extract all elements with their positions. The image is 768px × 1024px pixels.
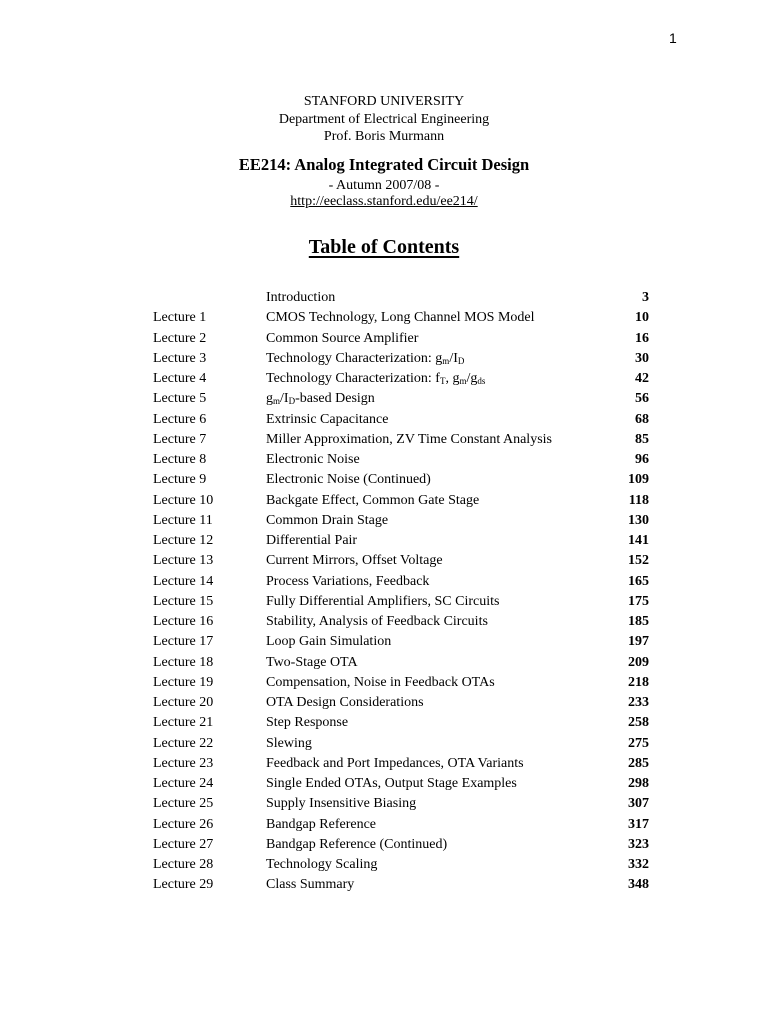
subscript: T — [439, 376, 446, 386]
toc-entry-title: $g_m/I_D$-based Design — [266, 391, 375, 407]
subscript: m — [442, 355, 450, 366]
toc-lecture-label: Lecture 21 — [153, 715, 214, 731]
toc-row[interactable] — [153, 329, 649, 349]
toc-entry-title: Extrinsic Capacitance — [266, 411, 389, 427]
toc-lecture-label: Lecture 26 — [153, 816, 214, 832]
course-url[interactable] — [0, 194, 768, 210]
toc-row[interactable] — [153, 734, 649, 754]
toc-page-number: 3 — [642, 290, 649, 305]
toc-page-number: 323 — [628, 836, 649, 852]
toc-page-number: 56 — [635, 391, 649, 407]
toc-page-number: 258 — [628, 715, 649, 731]
toc-page-number: 185 — [628, 614, 649, 629]
toc-lecture-label: Lecture 29 — [153, 877, 214, 893]
toc-entry-title: Electronic Noise — [266, 452, 360, 467]
toc-entry-title: Compensation, Noise in Feedback OTAs — [266, 674, 495, 690]
toc-row[interactable] — [153, 693, 649, 713]
toc-lecture-label: Lecture 4 — [153, 371, 207, 386]
toc-row[interactable] — [153, 389, 649, 409]
toc-entry-title: Process Variations, Feedback — [266, 573, 430, 589]
toc-lecture-label: Lecture 6 — [153, 411, 207, 427]
toc-page-number: 348 — [628, 877, 649, 893]
toc-entry-title: Technology Characterization: $g_m/I_D$ — [266, 350, 465, 366]
toc-entry-title: Step Response — [266, 715, 349, 731]
toc-lecture-label: Lecture 8 — [153, 452, 207, 467]
toc-lecture-label: Lecture 28 — [153, 857, 214, 872]
document-header — [0, 93, 768, 146]
toc-entry-title: Slewing — [266, 735, 312, 751]
toc-row[interactable] — [153, 349, 649, 369]
toc-lecture-label: Lecture 22 — [153, 735, 214, 751]
toc-lecture-label: Lecture 14 — [153, 573, 214, 589]
toc-row[interactable] — [153, 794, 649, 814]
toc-page-number: 68 — [635, 411, 649, 427]
toc-lecture-label: Lecture 11 — [153, 512, 213, 528]
toc-lecture-label: Lecture 27 — [153, 836, 214, 852]
toc-entry-title: Technology Characterization: $f_T$, $g_m/g_{ds}$ — [266, 371, 486, 386]
toc-entry-title: Common Drain Stage — [266, 512, 389, 528]
toc-lecture-label: Lecture 24 — [153, 776, 214, 791]
toc-row[interactable] — [153, 855, 649, 875]
toc-row[interactable] — [153, 673, 649, 693]
course-title: EE214: Analog Integrated Circuit Design — [238, 155, 530, 174]
toc-row[interactable] — [153, 835, 649, 855]
toc-lecture-label: Lecture 7 — [153, 431, 207, 447]
toc-lecture-label: Lecture 23 — [153, 755, 214, 771]
toc-entry-title: Electronic Noise (Continued) — [266, 472, 431, 488]
toc-entry-title: Bandgap Reference — [266, 816, 376, 832]
toc-lecture-label: Lecture 9 — [153, 472, 207, 488]
toc-entry-title: Single Ended OTAs, Output Stage Examples — [266, 776, 517, 791]
subscript: ds — [477, 376, 486, 386]
toc-page-number: 42 — [635, 371, 649, 386]
toc-page-number: 16 — [635, 330, 649, 346]
toc-row[interactable] — [153, 875, 649, 895]
toc-page-number: 275 — [628, 735, 649, 751]
toc-lecture-label: Lecture 18 — [153, 654, 214, 670]
subscript: D — [288, 396, 296, 407]
toc-lecture-label: Lecture 20 — [153, 695, 214, 710]
toc-entry-title: OTA Design Considerations — [266, 695, 424, 710]
toc-lecture-label: Lecture 17 — [153, 634, 214, 650]
toc-entry-title: Bandgap Reference (Continued) — [266, 836, 448, 852]
toc-entry-title: Two-Stage OTA — [266, 654, 358, 670]
toc-lecture-label: Lecture 2 — [153, 330, 207, 346]
toc-row[interactable] — [153, 815, 649, 835]
toc-lecture-label: Lecture 19 — [153, 674, 214, 690]
toc-entry-title: Backgate Effect, Common Gate Stage — [266, 492, 480, 508]
toc-row[interactable] — [153, 470, 649, 490]
toc-entry-title: Stability, Analysis of Feedback Circuits — [266, 614, 488, 629]
toc-row[interactable] — [153, 551, 649, 571]
toc-page-number: 141 — [628, 533, 649, 548]
toc-heading-text: Table of Contents — [308, 236, 460, 258]
toc-page-number: 332 — [628, 857, 649, 872]
toc-entry-title: Class Summary — [266, 877, 355, 893]
toc-row[interactable] — [153, 713, 649, 733]
toc-entry-title: CMOS Technology, Long Channel MOS Model — [266, 310, 535, 326]
toc-page-number: 30 — [635, 350, 649, 366]
toc-entry-title: Fully Differential Amplifiers, SC Circuits — [266, 593, 500, 609]
toc-row[interactable] — [153, 774, 649, 794]
toc-lecture-label: Lecture 3 — [153, 350, 207, 366]
toc-page-number: 233 — [628, 695, 649, 710]
toc-page-number: 197 — [628, 634, 649, 650]
toc-page-number: 317 — [628, 816, 649, 832]
toc-page-number: 218 — [628, 674, 649, 690]
toc-page-number: 209 — [628, 654, 649, 670]
toc-lecture-label: Lecture 16 — [153, 614, 214, 629]
toc-entry-title: Common Source Amplifier — [266, 330, 419, 346]
toc-entry-title: Differential Pair — [266, 533, 358, 548]
toc-row[interactable] — [153, 369, 649, 389]
department-name: Department of Electrical Engineering — [278, 111, 490, 127]
subscript: m — [273, 396, 281, 407]
toc-entry-title: Miller Approximation, ZV Time Constant Analysis — [266, 431, 552, 447]
toc-page-number: 10 — [635, 310, 649, 326]
toc-entry-title: Feedback and Port Impedances, OTA Variants — [266, 755, 524, 771]
toc-heading — [0, 236, 768, 259]
toc-lecture-label: Lecture 15 — [153, 593, 214, 609]
toc-row[interactable] — [153, 572, 649, 592]
toc-page-number: 130 — [628, 512, 649, 528]
toc-page-number: 307 — [628, 796, 649, 812]
toc-row[interactable] — [153, 653, 649, 673]
toc-row[interactable] — [153, 491, 649, 511]
toc-page-number: 285 — [628, 755, 649, 771]
toc-lecture-label: Lecture 1 — [153, 310, 207, 326]
toc-page-number: 152 — [628, 553, 649, 569]
toc-entry-title: Technology Scaling — [266, 857, 378, 872]
toc-row[interactable] — [153, 308, 649, 328]
toc-page-number: 298 — [628, 776, 649, 791]
toc-row[interactable] — [153, 592, 649, 612]
toc-page-number: 85 — [635, 431, 649, 447]
subscript: m — [459, 376, 467, 386]
toc-row[interactable] — [153, 531, 649, 551]
page-number: 1 — [669, 30, 677, 46]
toc-row[interactable] — [153, 410, 649, 430]
professor-name: Prof. Boris Murmann — [323, 129, 445, 144]
toc-page-number: 165 — [628, 573, 649, 589]
toc-entry-title: Supply Insensitive Biasing — [266, 796, 417, 812]
toc-lecture-label: Lecture 25 — [153, 796, 214, 812]
table-of-contents — [153, 288, 649, 896]
toc-entry-title: Loop Gain Simulation — [266, 634, 392, 650]
toc-page-number: 175 — [628, 593, 649, 609]
toc-page-number: 118 — [628, 492, 649, 508]
toc-entry-title: Introduction — [266, 290, 336, 305]
toc-row[interactable] — [153, 450, 649, 470]
toc-row[interactable] — [153, 511, 649, 531]
toc-lecture-label: Lecture 12 — [153, 533, 214, 548]
toc-lecture-label: Lecture 10 — [153, 492, 214, 508]
toc-row[interactable] — [153, 430, 649, 450]
toc-row[interactable] — [153, 754, 649, 774]
course-url-link[interactable]: http://eeclass.stanford.edu/ee214/ — [290, 194, 478, 209]
toc-lecture-label: Lecture 5 — [153, 391, 207, 407]
toc-row[interactable] — [153, 288, 649, 308]
subscript: D — [457, 355, 465, 366]
university-name: STANFORD UNIVERSITY — [303, 94, 465, 109]
toc-lecture-label: Lecture 13 — [153, 553, 214, 569]
toc-row[interactable] — [153, 632, 649, 652]
toc-page-number: 109 — [628, 472, 649, 488]
toc-entry-title: Current Mirrors, Offset Voltage — [266, 553, 443, 569]
toc-row[interactable] — [153, 612, 649, 632]
course-term: - Autumn 2007/08 - — [328, 178, 440, 193]
toc-page-number: 96 — [635, 452, 649, 467]
